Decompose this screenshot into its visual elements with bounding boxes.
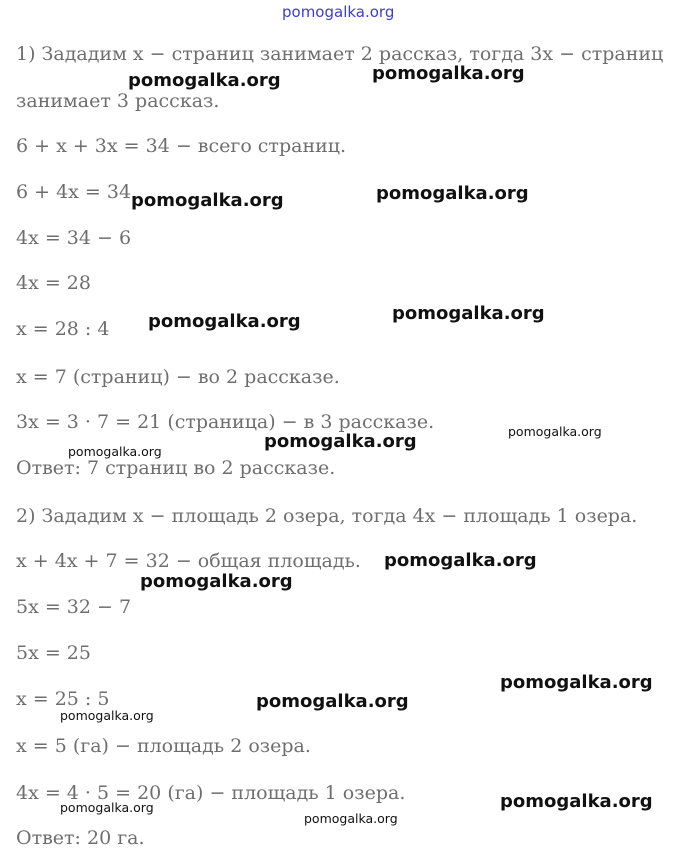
solution-line: 4x = 4 · 5 = 20 (га) − площадь 1 озера. [16,782,406,804]
watermark: pomogalka.org [256,691,409,712]
watermark: pomogalka.org [264,431,417,452]
solution-line: x = 25 : 5 [16,688,110,710]
answer-line: Ответ: 20 га. [16,827,145,849]
watermark: pomogalka.org [376,183,529,204]
solution-line: x = 7 (страниц) − во 2 рассказе. [16,366,340,388]
solution-line: 6 + 4x = 34 [16,181,132,203]
solution-line: 5x = 25 [16,642,91,664]
watermark: pomogalka.org [140,571,293,592]
solution-line: 5x = 32 − 7 [16,596,132,618]
solution-line: x = 28 : 4 [16,318,110,340]
solution-line: 2) Зададим x − площадь 2 озера, тогда 4x − площадь 1 озера. [16,505,638,527]
watermark: pomogalka.org [60,800,154,815]
solution-line: 3x = 3 · 7 = 21 (страница) − в 3 рассказе. [16,411,435,433]
watermark: pomogalka.org [148,311,301,332]
solution-line: 4x = 28 [16,272,91,294]
watermark: pomogalka.org [508,424,602,439]
watermark: pomogalka.org [304,811,398,826]
solution-line: x + 4x + 7 = 32 − общая площадь. [16,550,361,572]
solution-line: занимает 3 рассказ. [16,90,220,112]
watermark: pomogalka.org [384,550,537,571]
solution-line: 1) Зададим x − страниц занимает 2 рассказ, тогда 3x − страниц [16,43,664,65]
solution-line: 4x = 34 − 6 [16,227,132,249]
watermark: pomogalka.org [128,70,281,91]
watermark: pomogalka.org [372,63,525,84]
watermark: pomogalka.org [68,444,162,459]
solution-line: x = 5 (га) − площадь 2 озера. [16,735,311,757]
answer-line: Ответ: 7 страниц во 2 рассказе. [16,457,336,479]
watermark: pomogalka.org [131,190,284,211]
header-watermark: pomogalka.org [282,3,395,21]
watermark: pomogalka.org [60,708,154,723]
solution-line: 6 + x + 3x = 34 − всего страниц. [16,135,347,157]
watermark: pomogalka.org [392,303,545,324]
watermark: pomogalka.org [500,791,653,812]
watermark: pomogalka.org [500,672,653,693]
